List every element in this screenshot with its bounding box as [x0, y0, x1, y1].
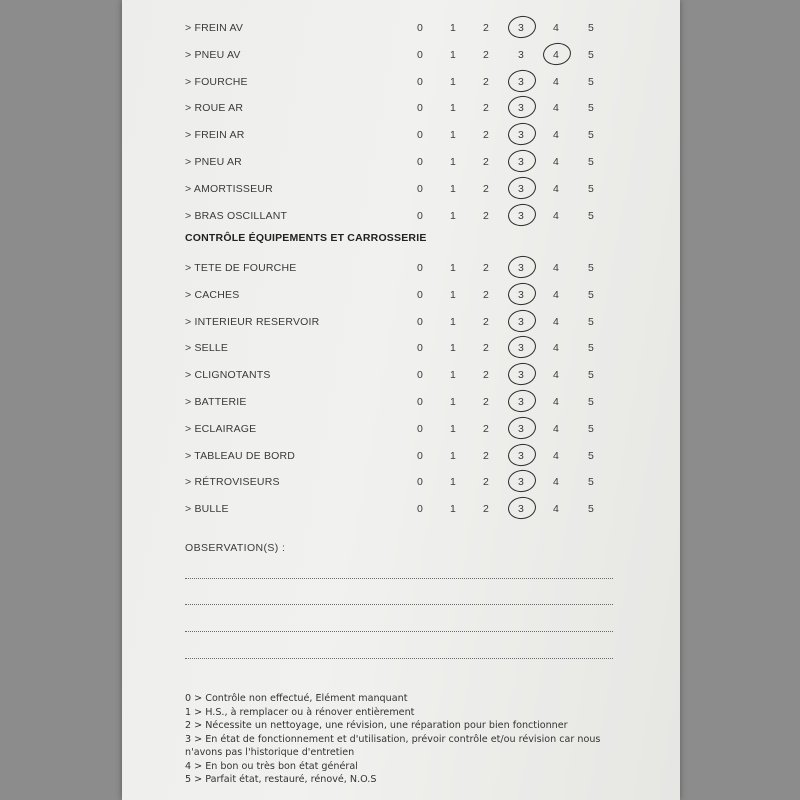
checklist-row	[185, 45, 625, 65]
row-label: > FREIN AR	[185, 129, 245, 142]
rating-0[interactable]: 0	[416, 262, 424, 274]
rating-3[interactable]: 3	[517, 129, 525, 142]
rating-4[interactable]: 4	[552, 476, 560, 489]
observation-line	[185, 604, 613, 605]
rating-2[interactable]: 2	[482, 75, 490, 88]
legend-line: 5 > Parfait état, restauré, rénové, N.O.S	[185, 774, 377, 785]
row-label: > CLIGNOTANTS	[185, 369, 271, 382]
row-label: > PNEU AV	[185, 48, 241, 61]
checklist-row	[185, 258, 625, 278]
rating-2[interactable]: 2	[482, 288, 490, 301]
rating-2[interactable]: 2	[482, 396, 490, 408]
rating-1[interactable]: 1	[449, 182, 457, 195]
rating-2[interactable]: 2	[482, 48, 490, 61]
row-label: > BRAS OSCILLANT	[185, 209, 288, 222]
rating-0[interactable]: 0	[416, 156, 424, 168]
rating-5[interactable]: 5	[587, 75, 595, 88]
rating-3[interactable]: 3	[517, 503, 525, 516]
checklist-row	[185, 312, 625, 332]
rating-0[interactable]: 0	[416, 102, 424, 115]
rating-1[interactable]: 1	[449, 75, 457, 88]
selected-rating-circle	[507, 415, 538, 441]
rating-5[interactable]: 5	[587, 369, 595, 382]
rating-5[interactable]: 5	[587, 396, 595, 408]
selected-rating-circle	[507, 442, 538, 468]
row-label: > BULLE	[185, 503, 229, 516]
rating-5[interactable]: 5	[587, 129, 595, 142]
rating-2[interactable]: 2	[482, 129, 490, 142]
selected-rating-circle	[507, 68, 538, 94]
rating-4[interactable]: 4	[552, 262, 560, 274]
rating-1[interactable]: 1	[449, 48, 457, 61]
rating-5[interactable]: 5	[587, 48, 595, 61]
rating-1[interactable]: 1	[449, 102, 457, 115]
rating-2[interactable]: 2	[482, 369, 490, 382]
rating-4[interactable]: 4	[552, 396, 560, 408]
rating-2[interactable]: 2	[482, 102, 490, 115]
rating-3[interactable]: 3	[517, 369, 525, 382]
row-label: > FOURCHE	[185, 75, 248, 88]
checklist-row	[185, 472, 625, 492]
row-label: > FREIN AV	[185, 22, 244, 34]
rating-3[interactable]: 3	[517, 209, 525, 222]
rating-4[interactable]: 4	[552, 209, 560, 222]
selected-rating-circle	[507, 175, 538, 201]
selected-rating-circle	[507, 388, 538, 414]
rating-3[interactable]: 3	[517, 182, 525, 195]
selected-rating-circle	[507, 121, 538, 147]
rating-0[interactable]: 0	[416, 396, 424, 408]
rating-3[interactable]: 3	[517, 315, 525, 328]
legend-line: 4 > En bon ou très bon état général	[185, 760, 358, 772]
selected-rating-circle	[507, 14, 538, 40]
rating-5[interactable]: 5	[587, 476, 595, 489]
rating-1[interactable]: 1	[449, 449, 457, 462]
checklist-row	[185, 446, 625, 466]
rating-0[interactable]: 0	[416, 449, 424, 462]
rating-1[interactable]: 1	[449, 396, 457, 408]
rating-2[interactable]: 2	[482, 503, 490, 516]
rating-4[interactable]: 4	[552, 75, 560, 88]
checklist-row	[185, 285, 625, 305]
rating-4[interactable]: 4	[552, 315, 560, 328]
selected-rating-circle	[507, 361, 538, 387]
rating-5[interactable]: 5	[587, 102, 595, 115]
rating-1[interactable]: 1	[449, 315, 457, 328]
rating-3[interactable]: 3	[517, 288, 525, 301]
rating-0[interactable]: 0	[416, 422, 424, 435]
rating-4[interactable]: 4	[552, 449, 560, 462]
selected-rating-circle	[542, 41, 573, 67]
rating-3[interactable]: 3	[517, 449, 525, 462]
legend-line: 3 > En état de fonctionnement et d'utilisation, prévoir contrôle et/ou révision car nous	[185, 733, 601, 745]
selected-rating-circle	[507, 308, 538, 334]
rating-1[interactable]: 1	[449, 209, 457, 222]
selected-rating-circle	[507, 495, 538, 521]
rating-2[interactable]: 2	[482, 449, 490, 462]
rating-5[interactable]: 5	[587, 262, 595, 274]
legend-line: 1 > H.S., à remplacer ou à rénover entièrement	[185, 706, 415, 718]
selected-rating-circle	[507, 469, 538, 495]
section-title: CONTRÔLE ÉQUIPEMENTS ET CARROSSERIE	[185, 232, 427, 244]
selected-rating-circle	[507, 148, 538, 174]
rating-5[interactable]: 5	[587, 422, 595, 435]
rating-0[interactable]: 0	[416, 369, 424, 382]
checklist-row	[185, 152, 625, 172]
rating-1[interactable]: 1	[449, 129, 457, 142]
rating-4[interactable]: 4	[552, 182, 560, 195]
rating-5[interactable]: 5	[587, 503, 595, 516]
checklist-row	[185, 206, 625, 226]
rating-4[interactable]: 4	[552, 129, 560, 142]
rating-3[interactable]: 3	[517, 156, 525, 168]
checklist-row	[185, 72, 625, 92]
selected-rating-circle	[507, 254, 538, 280]
rating-1[interactable]: 1	[449, 422, 457, 435]
checklist-row	[185, 179, 625, 199]
rating-4[interactable]: 4	[552, 369, 560, 382]
rating-2[interactable]: 2	[482, 182, 490, 195]
rating-1[interactable]: 1	[449, 342, 457, 355]
row-label: > TABLEAU DE BORD	[185, 449, 296, 462]
selected-rating-circle	[507, 335, 538, 361]
rating-4[interactable]: 4	[552, 422, 560, 435]
rating-3[interactable]: 3	[517, 75, 525, 88]
observations-label: OBSERVATION(S) :	[185, 542, 286, 554]
rating-legend	[185, 692, 625, 787]
rating-1[interactable]: 1	[449, 288, 457, 301]
rating-3[interactable]: 3	[517, 396, 525, 408]
rating-2[interactable]: 2	[482, 315, 490, 328]
row-label: > TETE DE FOURCHE	[185, 262, 297, 274]
rating-0[interactable]: 0	[416, 288, 424, 301]
rating-5[interactable]: 5	[587, 449, 595, 462]
row-label: > BATTERIE	[185, 396, 247, 408]
rating-3[interactable]: 3	[517, 342, 525, 355]
rating-3[interactable]: 3	[517, 22, 525, 34]
rating-3[interactable]: 3	[517, 422, 525, 435]
rating-2[interactable]: 2	[482, 262, 490, 274]
selected-rating-circle	[507, 95, 538, 121]
observation-line	[185, 578, 613, 579]
observation-line	[185, 658, 613, 659]
rating-3[interactable]: 3	[517, 102, 525, 115]
rating-2[interactable]: 2	[482, 422, 490, 435]
rating-4[interactable]: 4	[552, 156, 560, 168]
selected-rating-circle	[507, 202, 538, 228]
rating-4[interactable]: 4	[552, 342, 560, 355]
rating-1[interactable]: 1	[449, 22, 457, 34]
checklist-row	[185, 338, 625, 358]
rating-2[interactable]: 2	[482, 156, 490, 168]
rating-3[interactable]: 3	[517, 262, 525, 274]
rating-5[interactable]: 5	[587, 209, 595, 222]
rating-4[interactable]: 4	[552, 503, 560, 516]
rating-0[interactable]: 0	[416, 22, 424, 34]
rating-0[interactable]: 0	[416, 476, 424, 489]
row-label: > SELLE	[185, 342, 229, 355]
checklist-row	[185, 18, 625, 38]
rating-2[interactable]: 2	[482, 476, 490, 489]
checklist-row	[185, 499, 625, 519]
rating-4[interactable]: 4	[552, 22, 560, 34]
observation-line	[185, 631, 613, 632]
rating-4[interactable]: 4	[552, 102, 560, 115]
rating-3[interactable]: 3	[517, 48, 525, 61]
rating-5[interactable]: 5	[587, 342, 595, 355]
checklist-row	[185, 125, 625, 145]
rating-0[interactable]: 0	[416, 503, 424, 516]
rating-0[interactable]: 0	[416, 342, 424, 355]
rating-0[interactable]: 0	[416, 129, 424, 142]
row-label: > ECLAIRAGE	[185, 422, 257, 435]
rating-1[interactable]: 1	[449, 262, 457, 274]
legend-line: 0 > Contrôle non effectué, Elément manquant	[185, 693, 408, 704]
rating-0[interactable]: 0	[416, 209, 424, 222]
row-label: > RÉTROVISEURS	[185, 476, 280, 489]
rating-5[interactable]: 5	[587, 288, 595, 301]
rating-1[interactable]: 1	[449, 503, 457, 516]
legend-line: 2 > Nécessite un nettoyage, une révision, une réparation pour bien fonctionner	[185, 720, 568, 731]
checklist-row	[185, 419, 625, 439]
checklist-row	[185, 392, 625, 412]
rating-3[interactable]: 3	[517, 476, 525, 489]
rating-0[interactable]: 0	[416, 315, 424, 328]
checklist-row	[185, 365, 625, 385]
rating-2[interactable]: 2	[482, 22, 490, 34]
rating-4[interactable]: 4	[552, 48, 560, 61]
rating-1[interactable]: 1	[449, 156, 457, 168]
rating-0[interactable]: 0	[416, 182, 424, 195]
selected-rating-circle	[507, 281, 538, 307]
rating-0[interactable]: 0	[416, 75, 424, 88]
rating-5[interactable]: 5	[587, 22, 595, 34]
rating-5[interactable]: 5	[587, 182, 595, 195]
row-label: > CACHES	[185, 288, 240, 301]
rating-2[interactable]: 2	[482, 342, 490, 355]
legend-line: n'avons pas l'historique d'entretien	[185, 747, 355, 758]
rating-5[interactable]: 5	[587, 315, 595, 328]
rating-4[interactable]: 4	[552, 288, 560, 301]
row-label: > AMORTISSEUR	[185, 182, 273, 195]
rating-1[interactable]: 1	[449, 476, 457, 489]
checklist-row	[185, 98, 625, 118]
rating-1[interactable]: 1	[449, 369, 457, 382]
row-label: > ROUE AR	[185, 102, 244, 115]
row-label: > INTERIEUR RESERVOIR	[185, 315, 320, 328]
rating-5[interactable]: 5	[587, 156, 595, 168]
rating-2[interactable]: 2	[482, 209, 490, 222]
rating-0[interactable]: 0	[416, 48, 424, 61]
row-label: > PNEU AR	[185, 156, 242, 168]
